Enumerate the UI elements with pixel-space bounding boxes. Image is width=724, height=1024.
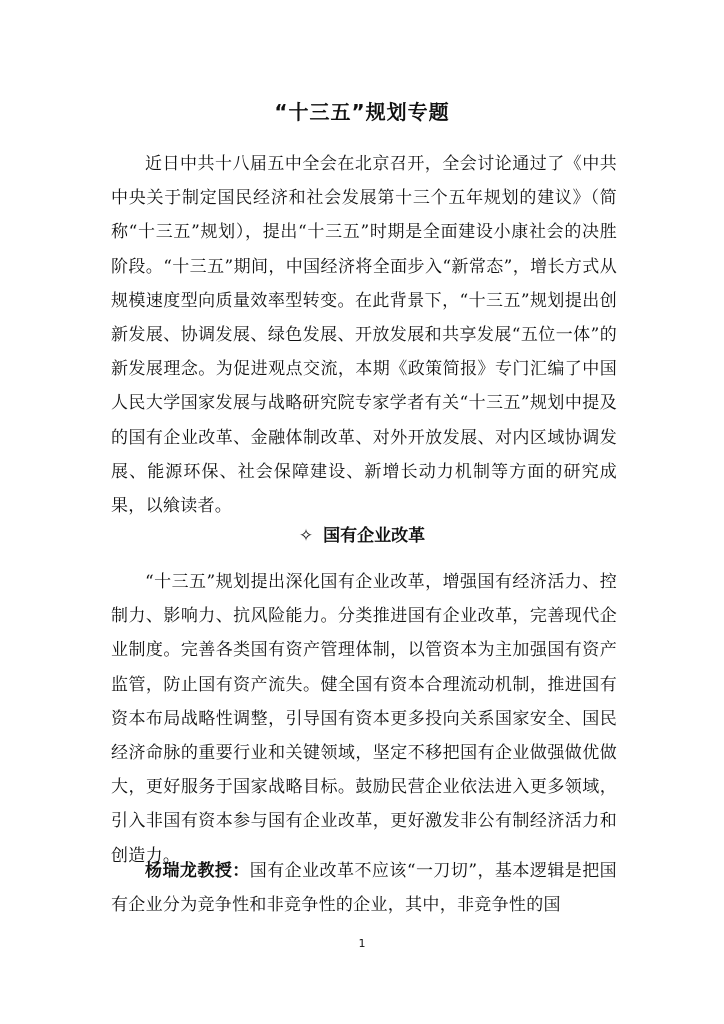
expert-name: 杨瑞龙教授：	[145, 861, 250, 881]
section-paragraph: “十三五”规划提出深化国有企业改革，增强国有经济活力、控制力、影响力、抗风险能力。分类推进国有企业改革，完善现代企业制度。完善各类国有资产管理体制，以管资本为主加强国有资产监管，防止国有资产流失。健全国有资本合理流动机制，推进国有资本布局战略性调整，引导国有资本更多投向关系国家安全、国民经济命脉的重要行业和关键领域，坚定不移把国有企业做强做优做大，更好服务于国家战略目标。鼓励民营企业依法进入更多领域，引入非国有资本参与国有企业改革，更好激发非公有制经济活力和创造力。	[111, 572, 617, 866]
intro-paragraph: 近日中共十八届五中全会在北京召开，全会讨论通过了《中共中央关于制定国民经济和社会发展第十三个五年规划的建议》（简称“十三五”规划），提出“十三五”时期是全面建设小康社会的决胜阶段。“十三五”期间，中国经济将全面步入“新常态”，增长方式从规模速度型向质量效率型转变。在此背景下，“十三五”规划提出创新发展、协调发展、绿色发展、开放发展和共享发展“五位一体”的新发展理念。为促进观点交流，本期《政策简报》专门汇编了中国人民大学国家发展与战略研究院专家学者有关“十三五”规划中提及的国有企业改革、金融体制改革、对外开放发展、对内区域协调发展、能源环保、社会保障建设、新增长动力机制等方面的研究成果，以飨读者。	[111, 154, 617, 517]
expert-paragraph	[111, 854, 617, 922]
section-heading-text: 国有企业改革	[323, 526, 426, 546]
diamond-bullet-icon: ✧	[298, 526, 314, 546]
page-title: “十三五”规划专题	[274, 100, 450, 124]
section-heading	[0, 521, 724, 546]
expert-text: 国有企业改革不应该“一刀切”，基本逻辑是把国有企业分为竞争性和非竞争性的企业，其中，非竞争性的国	[111, 861, 617, 916]
page-number: 1	[358, 937, 366, 950]
